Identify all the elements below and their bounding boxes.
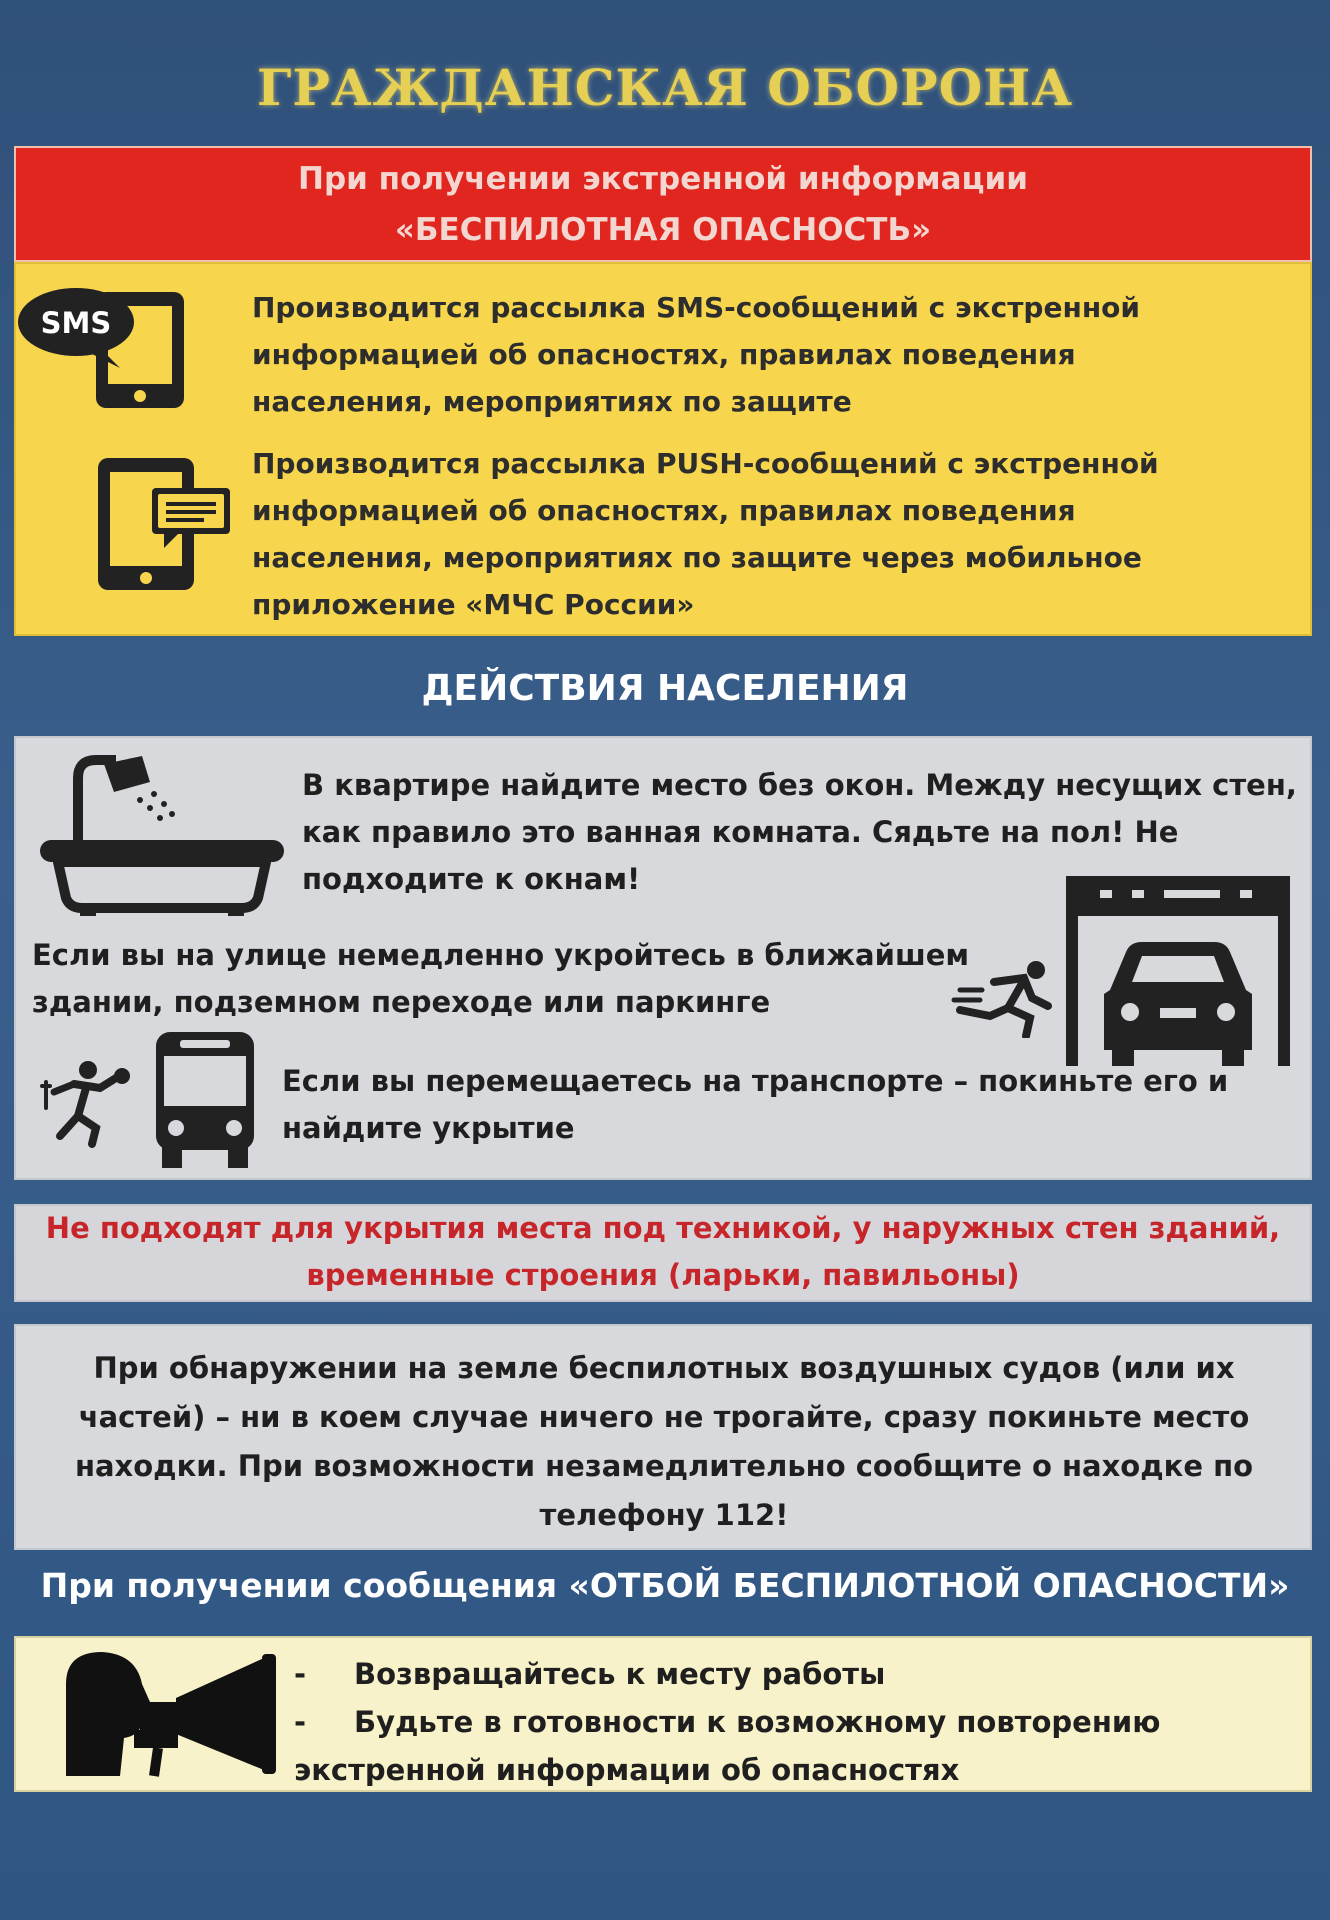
street-advice-line: Если вы на улице немедленно укройтесь в ближайшем	[32, 938, 970, 972]
parking-garage-icon	[1060, 872, 1296, 1068]
all-clear-item-text: Будьте в готовности к возможному повторению	[354, 1705, 1161, 1739]
bathtub-icon	[32, 748, 292, 918]
sms-phone-icon	[16, 284, 206, 414]
all-clear-heading: При получении сообщения «ОТБОЙ БЕСПИЛОТНОЙ ОПАСНОСТИ»	[40, 1566, 1290, 1605]
street-advice	[32, 932, 969, 1026]
transport-advice-line: найдите укрытие	[282, 1111, 575, 1145]
transport-advice	[282, 1058, 1228, 1152]
drone-found-line: телефону 112!	[539, 1498, 789, 1532]
sms-notice-line: населения, мероприятиях по защите	[252, 385, 852, 418]
push-notice-line: Производится рассылка PUSH-сообщений с экстренной	[252, 447, 1159, 480]
warning-line: Не подходят для укрытия места под техникой, у наружных стен зданий,	[45, 1211, 1281, 1245]
push-notice-line: населения, мероприятиях по защите через мобильное	[252, 541, 1142, 574]
warning-text	[16, 1205, 1310, 1299]
transport-advice-line: Если вы перемещаетесь на транспорте – покиньте его и	[282, 1064, 1229, 1098]
drone-found-line: находки. При возможности незамедлительно сообщите о находке по	[74, 1449, 1254, 1483]
notifications-panel	[14, 262, 1312, 636]
warning-panel	[14, 1204, 1312, 1302]
all-clear-panel	[14, 1636, 1312, 1792]
drone-found-line: При обнаружении на земле беспилотных воздушных судов (или их	[93, 1351, 1235, 1385]
street-advice-line: здании, подземном переходе или паркинге	[32, 985, 771, 1019]
all-clear-item	[294, 1650, 885, 1698]
page-title: ГРАЖДАНСКАЯ ОБОРОНА	[256, 58, 1074, 117]
tablet-message-icon	[96, 454, 256, 594]
apartment-advice-line: подходите к окнам!	[302, 862, 641, 896]
running-person-icon	[950, 958, 1060, 1038]
apartment-advice-line: как правило это ванная комната. Сядьте на пол! Не	[302, 815, 1179, 849]
all-clear-item-text: Возвращайтесь к месту работы	[354, 1657, 886, 1691]
all-clear-item	[294, 1698, 1160, 1746]
all-clear-continuation: экстренной информации об опасностях	[294, 1753, 960, 1787]
fleeing-person-icon	[40, 1058, 140, 1148]
drone-found-text	[46, 1344, 1282, 1540]
sms-label: SMS	[40, 306, 112, 340]
alert-banner-line-1: При получении экстренной информации	[298, 161, 1028, 197]
push-notice-line: информацией об опасностях, правилах поведения	[252, 494, 1076, 527]
alert-banner-line-2: «БЕСПИЛОТНАЯ ОПАСНОСТЬ»	[394, 212, 932, 248]
warning-line: временные строения (ларьки, павильоны)	[306, 1258, 1020, 1292]
actions-panel	[14, 736, 1312, 1180]
list-dash: -	[294, 1705, 307, 1739]
sms-notice	[252, 284, 1292, 425]
megaphone-icon	[58, 1644, 288, 1788]
actions-heading: ДЕЙСТВИЯ НАСЕЛЕНИЯ	[421, 668, 909, 709]
sms-notice-line: Производится рассылка SMS-сообщений с экстренной	[252, 291, 1141, 324]
drone-found-panel	[14, 1324, 1312, 1550]
push-notice	[252, 440, 1292, 628]
sms-notice-line: информацией об опасностях, правилах поведения	[252, 338, 1076, 371]
drone-found-line: частей) – ни в коем случае ничего не трогайте, сразу покиньте место	[78, 1400, 1250, 1434]
push-notice-line: приложение «МЧС России»	[252, 588, 695, 621]
apartment-advice-line: В квартире найдите место без окон. Между несущих стен,	[302, 768, 1297, 802]
list-dash: -	[294, 1657, 307, 1691]
bus-icon	[150, 1028, 260, 1172]
alert-banner	[14, 146, 1312, 262]
